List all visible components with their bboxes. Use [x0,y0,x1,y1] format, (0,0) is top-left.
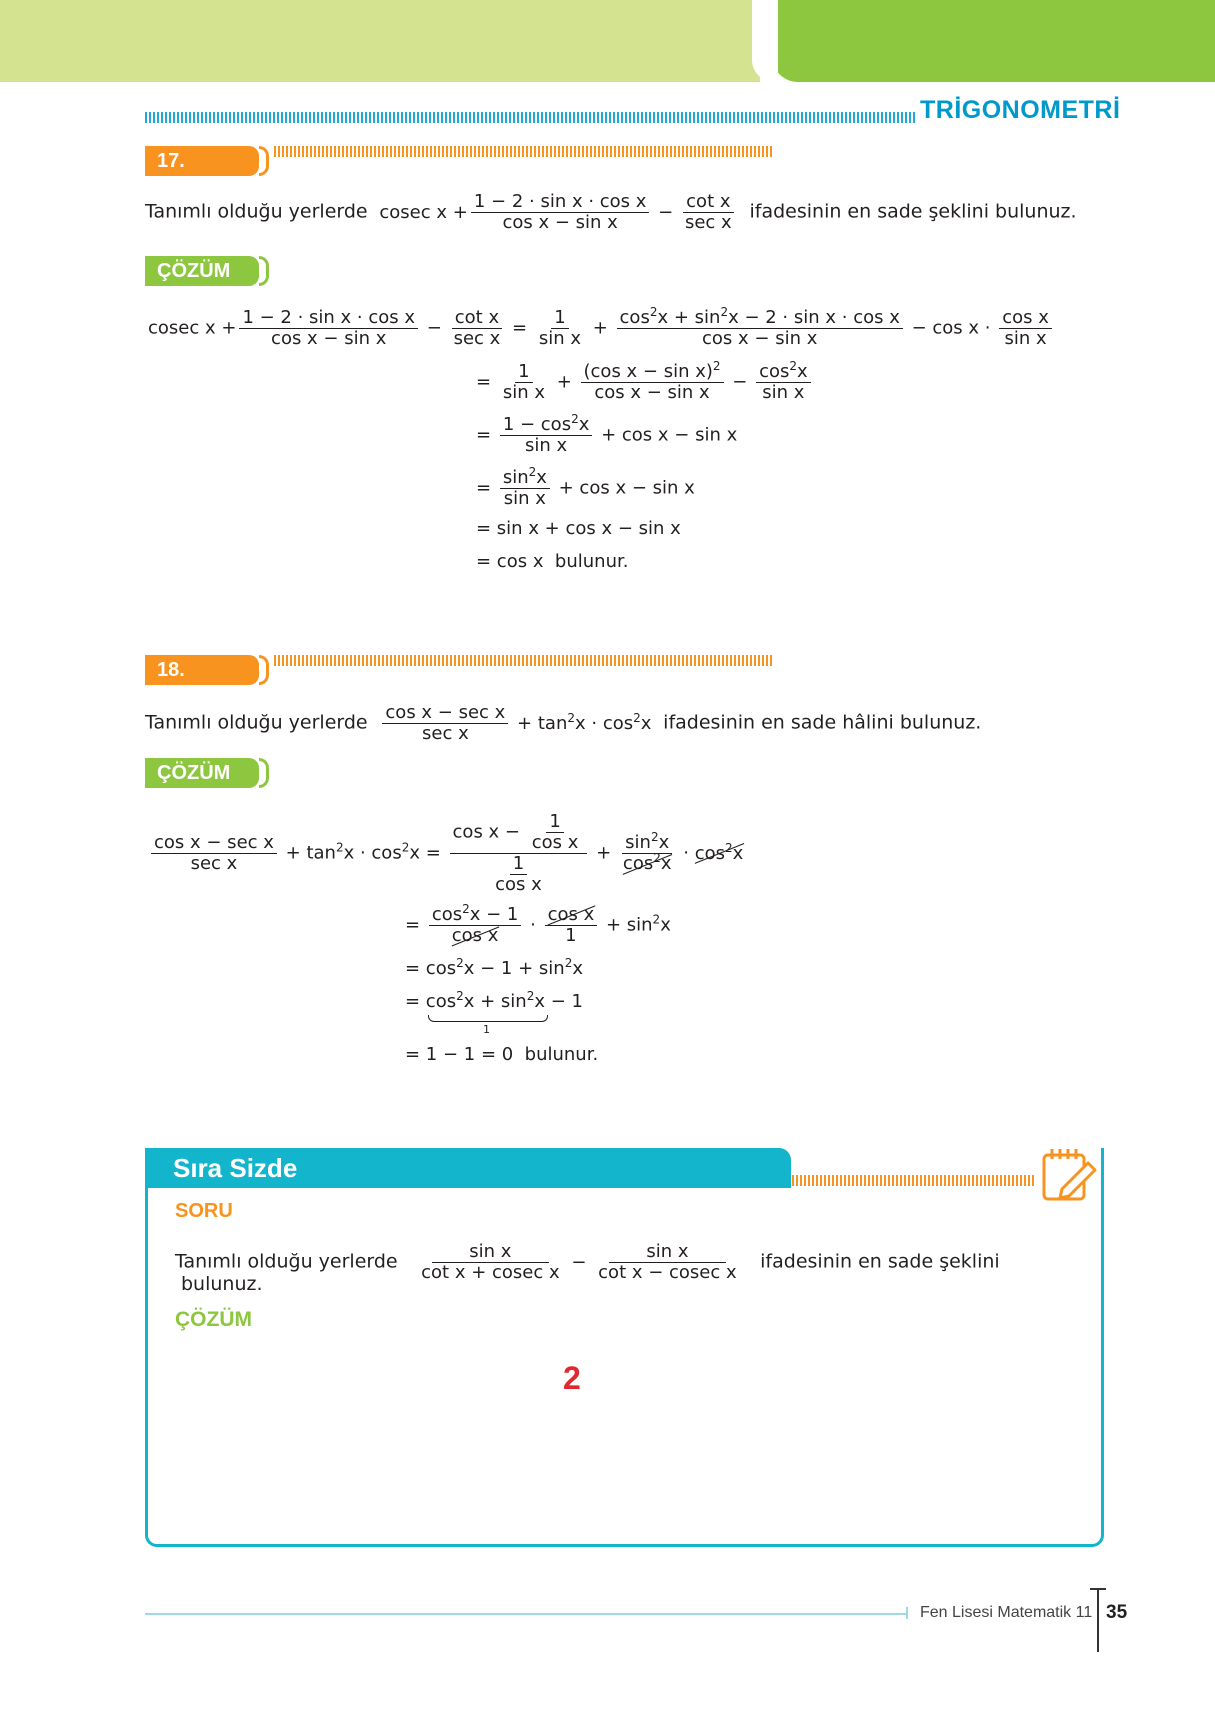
footer-divider [1097,1588,1099,1652]
soru-label: SORU [175,1200,233,1222]
example-18-solution-line-3: = $\cos^2x - 1 + \sin^2x$ [405,956,583,979]
example-18-cozum-hook [259,758,269,788]
example-17-solution-line-2: = $\frac{1}{\text{sin x}}$ + $\frac{(\cos x - \sin x)^2}{\text{cos x − sin x}}$ − $\frac{\cos^2x}{\text{sin x}}$ [476,362,814,403]
handwritten-answer: 2 [563,1360,581,1396]
header-band-light [0,0,760,82]
sira-question: Tanımlı olduğu yerlerde $\frac{\text{sin x}}{\text{cot x + cosec x}}$ − $\frac{\text{sin x}}{\text{cot x − cosec x}}$ ifadesinin en sade şeklini [175,1241,1000,1283]
example-17-bulunur: bulunur. [554,551,629,572]
sira-sizde-title: Sıra Sizde [173,1153,298,1183]
section-title: TRİGONOMETRİ [920,96,1121,124]
example-17-cozum-hook [259,256,269,286]
example-18-cozum-tag: ÇÖZÜM [145,758,259,788]
example-18-solution-line-2: = $\frac{\cos^2x - 1}{\text{cos x}}$ · $\frac{\text{cos x}}{1}$ + $\sin^2x$ [405,902,671,946]
example-18-tag-hook [259,655,269,685]
example-17-solution-line-4: = $\frac{\sin^2x}{\text{sin x}}$ + cos x − sin x [476,465,695,509]
example-17-cozum-tag: ÇÖZÜM [145,256,259,286]
example-18-tag: 18. ÖRNEK [145,655,259,685]
example-17-tag: 17. ÖRNEK [145,146,259,176]
example-17-solution-line-6: = cos x bulunur. [476,551,629,572]
example-18-solution-line-4: = $\cos^2x + \sin^2x - 1$ [405,989,583,1012]
header-band-dark [772,0,1215,82]
footer-rule [145,1613,908,1615]
example-17-solution-line-1: cosec x + $\frac{\text{1 − 2 · sin x · cos x}}{\text{cos x − sin x}}$ − $\frac{\text{cot x}}{\text{sec x}}$ = $\frac{1}{\text{sin x}}$ + $\frac{\cos^2x + \sin^2x - 2 \cdot \sin x \cdot \cos x}{\text{cos x − sin x}}$ − cos x · $\frac{\text{cos x}}{\text{sin x}}$ [148,308,1055,349]
sira-cozum-label: ÇÖZÜM [175,1308,252,1331]
page-number: 35 [1106,1602,1128,1623]
example-17-tag-hook [259,146,269,176]
example-17-solution-line-5: = sin x + cos x − sin x [476,518,681,539]
footer-divider-cap [1090,1588,1106,1590]
example-18-question: Tanımlı olduğu yerlerde $\frac{\text{cos x − sec x}}{\text{sec x}}$ + $\tan^2x \cdot \cos^2x$ ifadesinin en sade hâlini bulunuz. [145,702,982,744]
example-18-solution-line-5: = 1 − 1 = 0 bulunur. [405,1044,599,1065]
example-17-solution-line-3: = $\frac{1 - \cos^2x}{\text{sin x}}$ + cos x − sin x [476,412,738,456]
example-17-question: Tanımlı olduğu yerlerde cosec x + $\frac{\text{1 − 2 · sin x · cos x}}{\text{cos x − sin x}}$ − $\frac{\text{cot x}}{\text{sec x}}$ ifadesinin en sade şeklini bulunuz. [145,191,1077,233]
sira-question-prefix: Tanımlı olduğu yerlerde [175,1250,398,1273]
footer-book-title: Fen Lisesi Matematik 11 [920,1604,1093,1621]
example-18-question-suffix: ifadesinin en sade hâlini bulunuz. [663,711,982,734]
sira-sizde-box [145,1148,1104,1547]
header-tick-rule [145,112,915,123]
example-17-question-prefix: Tanımlı olduğu yerlerde [145,200,368,223]
example-17-tick-rule [274,146,774,157]
example-18-bulunur: bulunur. [524,1044,599,1065]
header-band-gap [752,0,778,82]
example-18-question-prefix: Tanımlı olduğu yerlerde [145,711,368,734]
sira-question-line2: bulunuz. [181,1273,263,1295]
sira-sizde-tick-rule [792,1175,1034,1186]
sira-question-suffix: ifadesinin en sade şeklini [760,1250,1000,1273]
example-17-question-suffix: ifadesinin en sade şeklini bulunuz. [749,200,1077,223]
example-18-solution-line-1: $\frac{\text{cos x − sec x}}{\text{sec x}}$ + $\tan^2x \cdot \cos^2x$ = cos x − $\frac{1}{\text{cos x}}$ $\frac{1}{\text{cos x}}$ + $\frac{\sin^2x}{\cos^2x}$ · $\cos^2x$ [148,812,743,895]
notepad-pencil-icon [1040,1145,1098,1203]
example-18-underbrace [428,1015,548,1022]
example-18-tick-rule [274,655,774,666]
footer-rule-end [906,1607,908,1619]
example-18-underbrace-label: 1 [483,1023,490,1036]
